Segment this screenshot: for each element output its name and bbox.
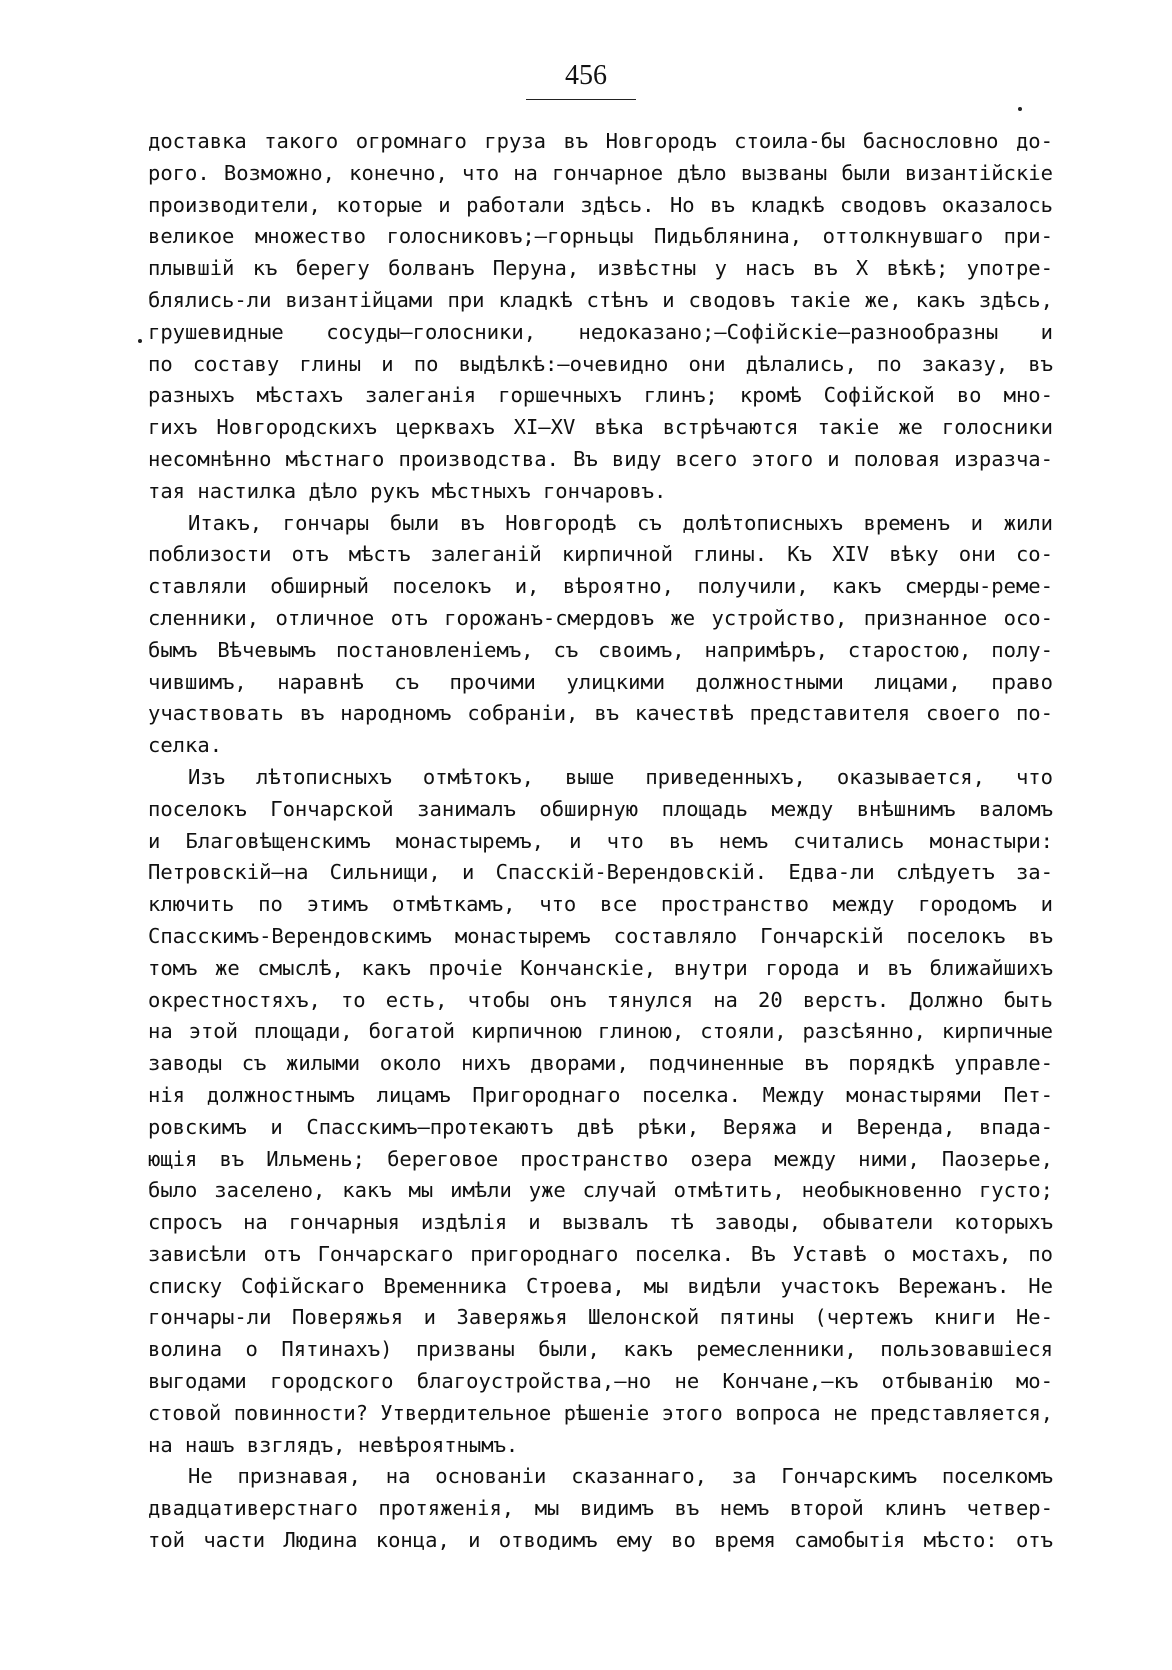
text-line: гихъ Новгородскихъ церквахъ XI—XV вѣка встрѣчаются такiе же голосники: [148, 415, 1053, 440]
text-line: рого. Возможно, конечно, что на гончарное дѣло вызваны были византiйскiе: [148, 160, 1053, 185]
text-line: ключить по этимъ отмѣткамъ, что все пространство между городомъ и: [148, 892, 1053, 917]
text-line: чившимъ, наравнѣ съ прочими улицкими должностными лицами, право: [148, 669, 1053, 694]
text-line: окрестностяхъ, то есть, чтобы онъ тянулся на 20 верстъ. Должно быть: [148, 987, 1053, 1012]
text-line: нiя должностнымъ лицамъ Пригороднаго поселка. Между монастырями Пет-: [148, 1082, 1053, 1107]
text-line: Спасскимъ-Верендовскимъ монастыремъ составляло Гончарскiй поселокъ въ: [148, 923, 1053, 948]
text-line: Петровскiй—на Сильнищи, и Спасскiй-Верендовскiй. Едва-ли слѣдуетъ за-: [148, 860, 1053, 885]
text-line: и Благовѣщенскимъ монастыремъ, и что въ немъ считались монастыри:: [148, 828, 1053, 853]
text-line: поблизости отъ мѣстъ залеганiй кирпичной глины. Къ XIV вѣку они со-: [148, 542, 1053, 567]
text-line: Изъ лѣтописныхъ отмѣтокъ, выше приведенныхъ, оказывается, что: [188, 764, 1053, 789]
text-line: на нашъ взглядъ, невѣроятнымъ.: [148, 1432, 519, 1457]
text-line: несомнѣнно мѣстнаго производства. Въ виду всего этого и половая изразча-: [148, 446, 1053, 471]
text-line: великое множество голосниковъ;—горньцы Пидьблянина, оттолкнувшаго при-: [148, 224, 1053, 249]
text-line: волина о Пятинахъ) призваны были, какъ ремесленники, пользовавшiеся: [148, 1337, 1053, 1362]
text-line: ставляли обширный поселокъ и, вѣроятно, получили, какъ смерды-реме-: [148, 574, 1053, 599]
text-line: двадцативерстнаго протяженiя, мы видимъ въ немъ второй клинъ четвер-: [148, 1496, 1053, 1521]
ink-speck: [138, 339, 142, 343]
page-number-rule: [526, 99, 636, 100]
text-line: блялись-ли византiйцами при кладкѣ стѣнъ и сводовъ такiе же, какъ здѣсь,: [148, 287, 1053, 312]
text-line: участвовать въ народномъ собранiи, въ качествѣ представителя своего по-: [148, 701, 1053, 726]
text-line: было заселено, какъ мы имѣли уже случай отмѣтить, необыкновенно густо;: [148, 1178, 1053, 1203]
text-line: зависѣли отъ Гончарскаго пригороднаго поселка. Въ Уставѣ о мостахъ, по: [148, 1241, 1053, 1266]
body-text: [148, 126, 1053, 1557]
text-line: тая настилка дѣло рукъ мѣстныхъ гончаровъ.: [148, 478, 667, 503]
text-line: ющiя въ Ильмень; береговое пространство озера между ними, Паозерье,: [148, 1146, 1053, 1171]
text-line: Не признавая, на основанiи сказаннаго, за Гончарскимъ поселкомъ: [188, 1464, 1053, 1489]
text-line: доставка такого огромнаго груза въ Новгородъ стоила-бы баснословно до-: [148, 129, 1053, 153]
text-line: Итакъ, гончары были въ Новгородѣ съ долѣтописныхъ временъ и жили: [188, 510, 1053, 535]
ink-speck: [1018, 107, 1022, 111]
text-line: списку Софiйскаго Временника Строева, мы видѣли участокъ Вережанъ. Не: [148, 1273, 1053, 1298]
text-line: томъ же смыслѣ, какъ прочiе Кончанскiе, внутри города и въ ближайшихъ: [148, 955, 1053, 980]
text-line: сленники, отличное отъ горожанъ-смердовъ же устройство, признанное осо-: [148, 605, 1053, 630]
text-line: бымъ Вѣчевымъ постановленiемъ, съ своимъ, напримѣръ, старостою, полу-: [148, 637, 1053, 662]
text-line: заводы съ жилыми около нихъ дворами, подчиненные въ порядкѣ управле-: [148, 1051, 1053, 1076]
text-line: стовой повинности? Утвердительное рѣшенiе этого вопроса не представляется,: [148, 1400, 1053, 1425]
text-line: ровскимъ и Спасскимъ—протекаютъ двѣ рѣки, Веряжа и Веренда, впада-: [148, 1114, 1053, 1139]
text-line: спросъ на гончарныя издѣлiя и вызвалъ тѣ заводы, обыватели которыхъ: [148, 1210, 1053, 1235]
text-line: грушевидные сосуды—голосники, недоказано;—Софiйскiе—разнообразны и: [148, 319, 1053, 344]
text-line: плывшiй къ берегу болванъ Перуна, извѣстны у насъ въ X вѣкѣ; употре-: [148, 256, 1053, 281]
page-number: 456: [565, 60, 607, 91]
text-line: по составу глины и по выдѣлкѣ:—очевидно они дѣлались, по заказу, въ: [148, 351, 1053, 376]
text-line: производители, которые и работали здѣсь. Но въ кладкѣ сводовъ оказалось: [148, 192, 1053, 217]
text-line: разныхъ мѣстахъ залеганiя горшечныхъ глинъ; кромѣ Софiйской во мно-: [148, 383, 1053, 408]
text-line: селка.: [148, 733, 223, 758]
text-line: той части Людина конца, и отводимъ ему во время самобытiя мѣсто: отъ: [148, 1528, 1053, 1553]
text-line: поселокъ Гончарской занималъ обширную площадь между внѣшнимъ валомъ: [148, 796, 1053, 821]
text-line: гончары-ли Поверяжья и Заверяжья Шелонской пятины (чертежъ книги Не-: [148, 1305, 1053, 1330]
text-line: выгодами городского благоустройства,—но не Кончане,—къ отбыванiю мо-: [148, 1369, 1053, 1394]
text-line: на этой площади, богатой кирпичною глиною, стояли, разсѣянно, кирпичные: [148, 1019, 1053, 1044]
